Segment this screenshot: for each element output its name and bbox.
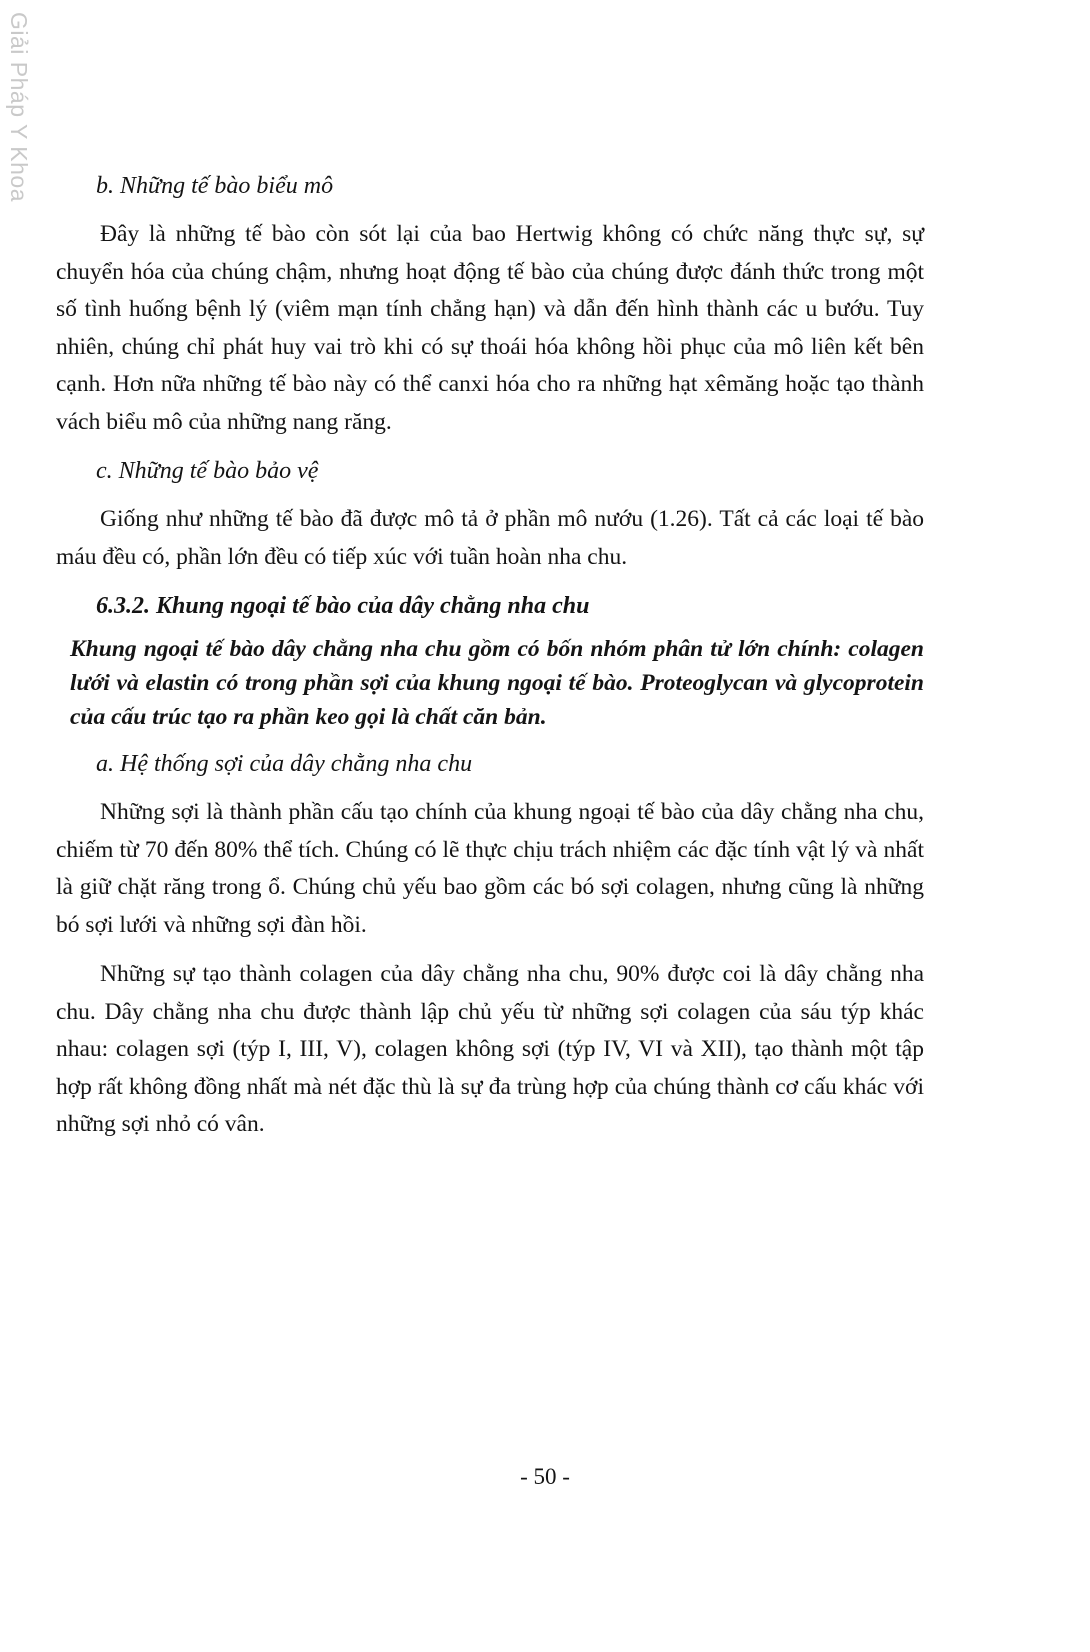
watermark-text: Giải Pháp Y Khoa [6,12,32,203]
section-title-extracellular-matrix: 6.3.2. Khung ngoại tế bào của dây chằng nha chu [96,593,590,619]
page-body [56,168,924,1156]
subheading-epithelial-cells: b. Những tế bào biểu mô [96,173,334,199]
paragraph-fiber-system: Những sợi là thành phần cấu tạo chính của khung ngoại tế bào của dây chằng nha chu, chiếm từ 70 đến 80% thể tích. Chúng có lẽ thực chịu trách nhiệm các đặc tính vật lý và nhất là giữ chặt răng trong ổ. Chúng chủ yếu bao gồm các bó sợi colagen, nhưng cũng là những bó sợi lưới và những sợi đàn hồi. [56,799,924,938]
paragraph-defense-cells: Giống như những tế bào đã được mô tả ở phần mô nướu (1.26). Tất cả các loại tế bào máu đều có, phần lớn đều có tiếp xúc với tuần hoàn nha chu. [56,506,924,570]
page-number: - 50 - [520,1464,570,1489]
subheading-defense-cells: c. Những tế bào bảo vệ [96,458,319,484]
paragraph-collagen-types: Những sự tạo thành colagen của dây chằng nha chu, 90% được coi là dây chằng nha chu. Dây chằng nha chu được thành lập chủ yếu từ những sợi colagen của sáu týp khác nhau: colagen sợi (týp I, III, V), colagen không sợi (týp IV, VI và XII), tạo thành một tập hợp rất không đồng nhất mà nét đặc thù là sự đa trùng hợp của chúng thành cơ cấu khác với những sợi nhỏ có vân. [56,961,924,1137]
subheading-fiber-system: a. Hệ thống sợi của dây chằng nha chu [96,751,473,777]
section-summary: Khung ngoại tế bào dây chằng nha chu gồm có bốn nhóm phân tử lớn chính: colagen lưới và elastin có trong phần sợi của khung ngoại tế bào. Proteoglycan và glycoprotein của cấu trúc tạo ra phần keo gọi là chất căn bản. [70,636,924,730]
paragraph-epithelial-cells: Đây là những tế bào còn sót lại của bao Hertwig không có chức năng thực sự, sự chuyển hóa của chúng chậm, nhưng hoạt động tế bào của chúng được đánh thức trong một số tình huống bệnh lý (viêm mạn tính chẳng hạn) và dẫn đến hình thành các u bướu. Tuy nhiên, chúng chỉ phát huy vai trò khi có sự thoái hóa không hồi phục của mô liên kết bên cạnh. Hơn nữa những tế bào này có thể canxi hóa cho ra những hạt xêmăng hoặc tạo thành vách biểu mô của những nang răng. [56,221,924,435]
